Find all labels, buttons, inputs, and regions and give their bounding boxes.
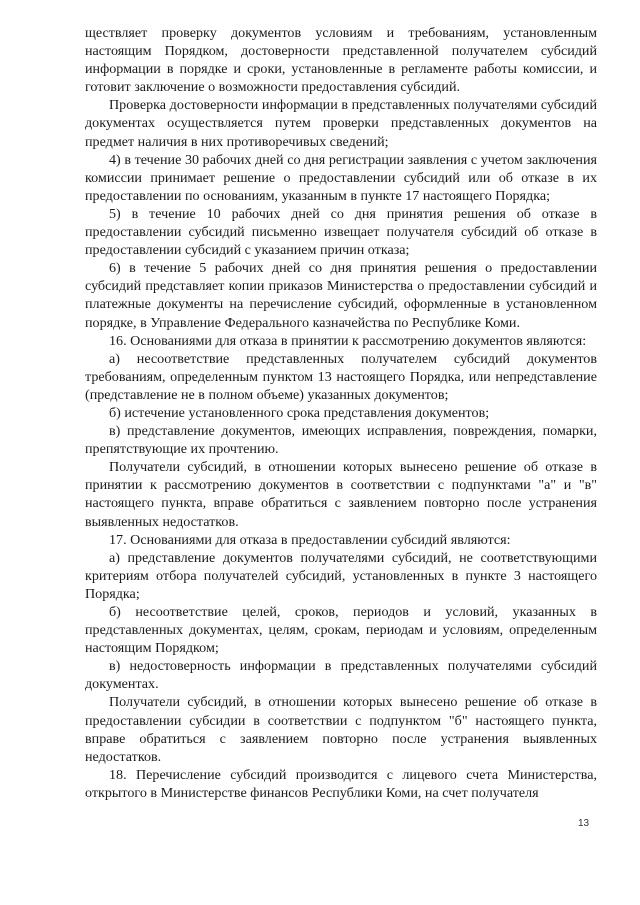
document-body <box>85 24 597 802</box>
paragraph-continuation: ществляет проверку документов условиям и требованиям, установленным настоящим Порядком, достоверности представленной получателем субсидий информации в порядке и сроки, установленные в регламенте работы комиссии, и готовит заключение о возможности предоставления субсидий. <box>85 25 597 96</box>
paragraph-17-a: а) представление документов получателями субсидий, не соответствующими критериям отбора получателей субсидий, установленных в пункте 3 настоящего Порядка; <box>85 549 597 602</box>
page-number: 13 <box>578 818 590 829</box>
paragraph-17-b: б) несоответствие целей, сроков, периодов и условий, указанных в представленных документах, целям, срокам, периодам и условиям, определенным настоящим Порядком; <box>85 604 597 657</box>
paragraph-verification: Проверка достоверности информации в представленных получателями субсидий документах осуществляется путем проверки представленных документов на предмет наличия в них противоречивых сведений; <box>85 97 597 150</box>
paragraph-item-6: 6) в течение 5 рабочих дней со дня принятия решения о предоставлении субсидий представляет копии приказов Министерства о предоставлении субсидий и платежные документы на перечисление субсидий, оформленные в установленном порядке, в Управление Федерального казначейства по Республике Коми. <box>85 260 597 331</box>
paragraph-16-a: а) несоответствие представленных получателем субсидий документов требованиям, определенным пунктом 13 настоящего Порядка, или непредставление (представление не в полном объеме) указанных документов; <box>85 350 597 403</box>
paragraph-section-16: 16. Основаниями для отказа в принятии к рассмотрению документов являются: <box>109 332 587 349</box>
paragraph-17-v: в) недостоверность информации в представленных получателями субсидий документах. <box>85 658 597 693</box>
paragraph-section-17: 17. Основаниями для отказа в предоставлении субсидий являются: <box>109 531 511 548</box>
paragraph-16-v: в) представление документов, имеющих исправления, повреждения, помарки, препятствующие их прочтению. <box>85 423 597 458</box>
paragraph-item-5: 5) в течение 10 рабочих дней со дня принятия решения об отказе в предоставлении субсидий письменно извещает получателя субсидий об отказе в предоставлении субсидий с указанием причин отказа; <box>85 205 597 259</box>
paragraph-16-b: б) истечение установленного срока представления документов; <box>109 404 490 421</box>
paragraph-17-recipients: Получатели субсидий, в отношении которых вынесено решение об отказе в предоставлении субсидии в соответствии с подпунктом "б" настоящего пункта, вправе обратиться с заявлением повторно после устранения выявленных недостатков. <box>85 694 597 765</box>
paragraph-16-recipients: Получатели субсидий, в отношении которых вынесено решение об отказе в принятии к рассмотрению документов в соответствии с подпунктами "а" и "в" настоящего пункта, вправе обратиться с заявлением повторно после устранения выявленных недостатков. <box>85 459 597 530</box>
paragraph-item-4: 4) в течение 30 рабочих дней со дня регистрации заявления с учетом заключения комиссии принимает решение о предоставлении субсидий или об отказе в их предоставлении по основаниям, указанным в пункте 17 настоящего Порядка; <box>85 151 597 204</box>
paragraph-section-18: 18. Перечисление субсидий производится с лицевого счета Министерства, открытого в Министерстве финансов Республики Коми, на счет получателя <box>85 766 597 801</box>
